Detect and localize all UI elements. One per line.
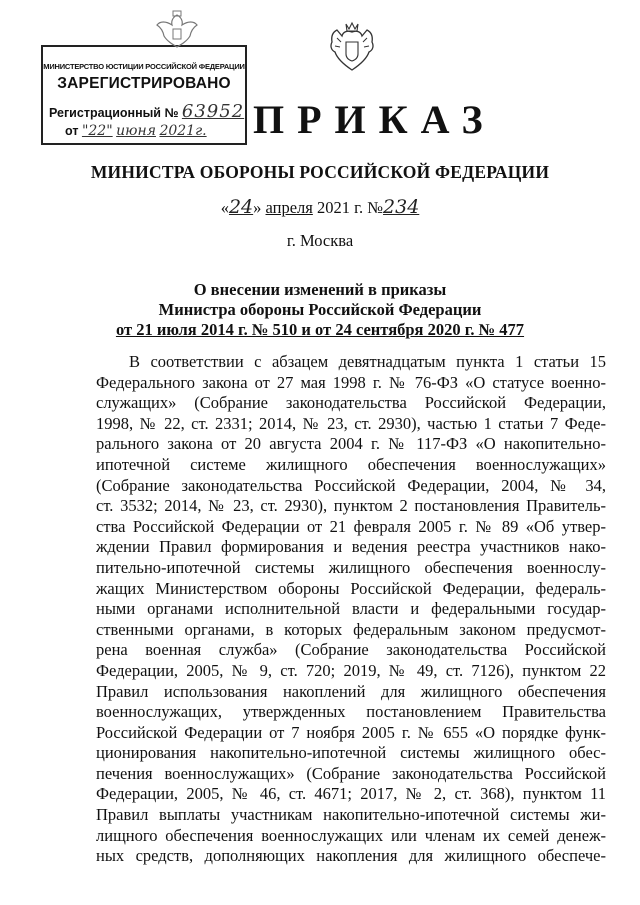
date-open-quote: «	[220, 198, 229, 217]
body-line: ства Российской Федерации от 21 февраля 2005 г. № 89 «Об утвер-	[96, 516, 606, 536]
body-line: жащих Министерством обороны Российской Федерации, федераль-	[96, 578, 606, 598]
body-line: В соответствии с абзацем девятнадцатым пункта 1 статьи 15	[129, 352, 606, 371]
body-line: Правил выплаты участникам накопительно-ипотечной системы жи-	[96, 805, 606, 825]
date-close-quote: »	[253, 198, 262, 217]
body-line: (Собрание законодательства Российской Федерации, 2004, № 34,	[96, 475, 606, 495]
order-day: 24	[228, 196, 254, 218]
body-line: Правил использования накоплений для жилищного обеспечения	[96, 681, 606, 701]
stamp-reg-number-label: Регистрационный №	[49, 106, 179, 120]
body-line: печения военнослужащих» (Собрание законодательства Российской	[96, 763, 606, 783]
body-line: ждении Правил формирования и ведения реестра участников нако-	[96, 537, 606, 557]
body-line: ственными органами, в которых федеральным законом предусмот-	[96, 619, 606, 639]
stamp-date-month: июня	[116, 123, 156, 139]
body-line: служащих» (Собрание законодательства Российской Федерации,	[96, 393, 606, 413]
body-line: лищного обеспечения военнослужащих или членам их семей денеж-	[96, 825, 606, 845]
order-number-label: №	[367, 198, 384, 217]
order-number: 234	[383, 196, 420, 218]
order-year: 2021 г.	[316, 198, 364, 217]
document-title: ПРИКАЗ	[253, 97, 496, 142]
body-line: 1998, № 22, ст. 2331; 2014, № 23, ст. 2930), частью 1 статьи 7 Феде-	[96, 413, 606, 433]
body-line: военнослужащих, утвержденных постановлением Правительства	[96, 702, 606, 722]
stamp-registration-row	[49, 101, 244, 122]
stamp-date-row	[65, 123, 207, 139]
order-month: апреля	[265, 198, 313, 217]
stamp-organization: МИНИСТЕРСТВО ЮСТИЦИИ РОССИЙСКОЙ ФЕДЕРАЦИИ	[43, 62, 245, 71]
body-line: Российской Федерации от 7 ноября 2005 г. № 655 «О порядке функ-	[96, 722, 606, 742]
body-line: рена военная служба» (Собрание законодательства Российской	[96, 640, 606, 660]
body-line: ст. 3532; 2014, № 23, ст. 2930), пунктом 2 постановления Правитель-	[96, 496, 606, 516]
body-line: Федерации, 2005, № 9, ст. 720; 2019, № 49, ст. 7126), пунктом 22	[96, 660, 606, 680]
stamp-reg-number: 63952	[181, 101, 245, 122]
small-eagle-emblem-icon	[154, 9, 200, 53]
body-line: пительно-ипотечной системы жилищного обеспечения военнослу-	[96, 557, 606, 577]
body-line: ными органами исполнительной власти и федеральными государ-	[96, 599, 606, 619]
order-body	[96, 352, 606, 867]
order-dateline	[0, 196, 640, 218]
subject-line: от 21 июля 2014 г. № 510 и от 24 сентября 2020 г. № 477	[115, 320, 525, 339]
body-line: ипотечной системе жилищного обеспечения военнослужащих»	[96, 454, 606, 474]
subject-line: О внесении изменений в приказы	[193, 280, 447, 299]
body-line: рального закона от 20 августа 2004 г. № 117-ФЗ «О накопительно-	[96, 434, 606, 454]
stamp-date-day: "22"	[81, 123, 113, 139]
issuer-heading: МИНИСТРА ОБОРОНЫ РОССИЙСКОЙ ФЕДЕРАЦИИ	[90, 162, 550, 182]
order-subject	[0, 280, 640, 340]
body-line: ных средств, дополняющих накопления для жилищного обеспече-	[96, 846, 606, 866]
body-line: Федерации, 2005, № 46, ст. 4671; 2017, № 2, ст. 368), пунктом 11	[96, 784, 606, 804]
stamp-date-prefix: от	[65, 124, 79, 138]
stamp-registered-label: ЗАРЕГИСТРИРОВАНО	[57, 75, 231, 92]
coat-of-arms-icon	[327, 20, 377, 74]
registration-stamp	[41, 45, 247, 145]
subject-line: Министра обороны Российской Федерации	[158, 300, 482, 319]
body-line: ционирования накопительно-ипотечной системы жилищного обес-	[96, 743, 606, 763]
issue-city: г. Москва	[286, 231, 354, 250]
body-line: Федерального закона от 27 мая 1998 г. № 76-ФЗ «О статусе военно-	[96, 372, 606, 392]
stamp-date-year: 2021г.	[159, 123, 207, 139]
